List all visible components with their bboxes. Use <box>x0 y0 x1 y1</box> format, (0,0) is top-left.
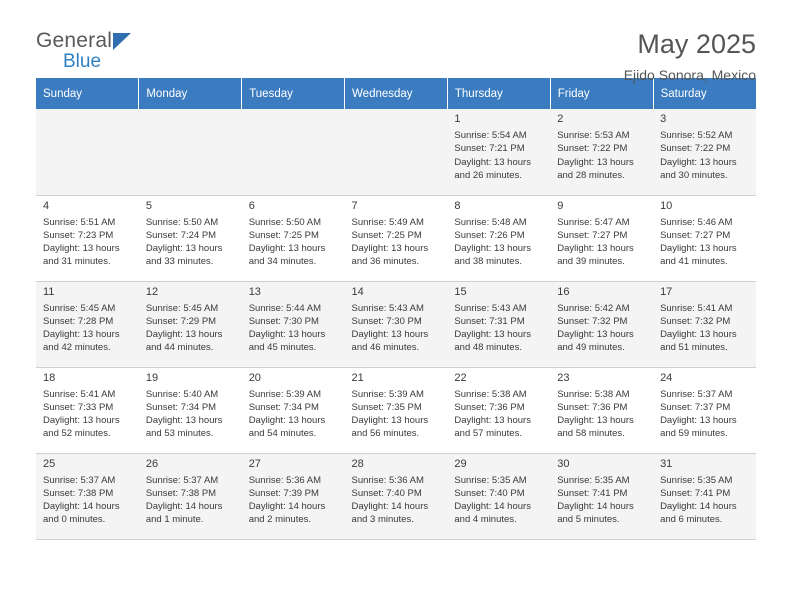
day-info-line: Daylight: 14 hours <box>145 501 223 513</box>
day-info-line: Daylight: 14 hours <box>43 501 120 513</box>
day-info-line: Sunrise: 5:36 AM <box>351 474 424 486</box>
day-number: 6 <box>248 199 255 212</box>
day-number: 10 <box>660 199 673 212</box>
location-subtitle: Ejido Sonora, Mexico <box>623 67 756 84</box>
day-info-line: Sunrise: 5:43 AM <box>351 302 424 314</box>
day-info-line: Sunset: 7:28 PM <box>43 315 114 327</box>
weekday-header-saturday: Saturday <box>653 78 756 109</box>
day-sun-info <box>660 129 750 182</box>
calendar-day-cell <box>36 453 139 539</box>
weekday-header-tuesday: Tuesday <box>242 78 345 109</box>
calendar-day-cell <box>653 195 756 281</box>
day-sun-info <box>352 216 442 269</box>
day-sun-info <box>146 216 236 269</box>
day-number: 16 <box>557 285 570 298</box>
day-info-line: Daylight: 13 hours <box>145 415 223 427</box>
day-info-line: and 30 minutes. <box>660 169 728 181</box>
calendar-day-cell <box>447 367 550 453</box>
day-sun-info <box>146 474 236 527</box>
day-info-line: and 1 minute. <box>145 514 204 526</box>
day-number: 15 <box>454 285 467 298</box>
day-number: 25 <box>43 457 56 470</box>
day-info-line: Sunrise: 5:39 AM <box>351 388 424 400</box>
day-number: 24 <box>660 371 673 384</box>
day-info-line: Daylight: 13 hours <box>454 243 531 255</box>
day-number: 19 <box>145 371 159 384</box>
day-number: 17 <box>660 285 673 298</box>
day-sun-info <box>557 129 647 182</box>
day-number: 5 <box>145 199 152 212</box>
day-info-line: Sunset: 7:32 PM <box>557 315 628 327</box>
day-info-line: and 58 minutes. <box>557 428 625 440</box>
day-sun-info <box>454 302 544 355</box>
day-info-line: and 4 minutes. <box>454 514 517 526</box>
logo-word-general: General <box>36 29 113 52</box>
day-info-line: Daylight: 13 hours <box>454 329 531 341</box>
day-info-line: Sunrise: 5:37 AM <box>660 388 733 400</box>
calendar-day-cell <box>242 281 345 367</box>
day-info-line: Sunset: 7:39 PM <box>248 487 319 499</box>
calendar-day-cell <box>653 109 756 195</box>
day-info-line: Daylight: 13 hours <box>660 415 737 427</box>
day-info-line: Sunset: 7:23 PM <box>43 229 114 241</box>
day-sun-info <box>557 388 647 441</box>
day-info-line: Sunrise: 5:36 AM <box>248 474 322 486</box>
weekday-header-friday: Friday <box>550 78 653 109</box>
calendar-table <box>36 78 756 540</box>
day-info-line: Daylight: 13 hours <box>557 156 634 168</box>
day-number: 3 <box>660 113 667 125</box>
page-title: May 2025 <box>637 29 756 59</box>
day-sun-info <box>660 302 750 355</box>
day-sun-info <box>146 388 236 441</box>
day-info-line: Sunset: 7:41 PM <box>660 487 731 499</box>
day-info-line: Daylight: 13 hours <box>660 329 737 341</box>
day-info-line: Sunrise: 5:40 AM <box>145 388 219 400</box>
calendar-body <box>36 109 756 539</box>
day-info-line: and 54 minutes. <box>248 428 317 440</box>
day-info-line: Sunset: 7:21 PM <box>454 143 525 155</box>
day-info-line: Sunrise: 5:47 AM <box>557 216 630 228</box>
day-info-line: Sunrise: 5:39 AM <box>248 388 322 400</box>
day-info-line: Sunrise: 5:35 AM <box>557 474 630 486</box>
calendar-day-cell <box>139 195 242 281</box>
day-info-line: Sunset: 7:40 PM <box>351 487 422 499</box>
day-info-line: Daylight: 13 hours <box>557 415 634 427</box>
calendar-day-cell-empty <box>139 109 242 195</box>
day-info-line: Sunset: 7:24 PM <box>145 229 217 241</box>
day-info-line: and 39 minutes. <box>557 256 625 268</box>
day-info-line: Sunset: 7:37 PM <box>660 401 731 413</box>
day-info-line: and 59 minutes. <box>660 428 728 440</box>
day-number: 12 <box>145 285 159 298</box>
day-info-line: Sunset: 7:25 PM <box>351 229 422 241</box>
day-info-line: and 53 minutes. <box>145 428 214 440</box>
day-sun-info <box>454 388 544 441</box>
day-number: 11 <box>43 285 55 298</box>
day-info-line: Sunset: 7:35 PM <box>351 401 422 413</box>
calendar-week-row <box>36 367 756 453</box>
day-info-line: Sunset: 7:38 PM <box>43 487 114 499</box>
calendar-day-cell <box>242 453 345 539</box>
day-number: 29 <box>454 457 467 470</box>
day-number: 8 <box>454 199 461 212</box>
day-sun-info <box>249 388 339 441</box>
day-info-line: Daylight: 13 hours <box>660 156 737 168</box>
day-sun-info <box>43 302 133 355</box>
day-number: 26 <box>145 457 159 470</box>
day-number: 30 <box>557 457 570 470</box>
day-sun-info <box>146 302 236 355</box>
day-info-line: and 45 minutes. <box>248 342 317 354</box>
calendar-day-cell <box>550 195 653 281</box>
calendar-day-cell <box>345 367 448 453</box>
page-header <box>36 0 756 84</box>
day-info-line: and 48 minutes. <box>454 342 522 354</box>
day-info-line: Sunset: 7:33 PM <box>43 401 114 413</box>
day-info-line: Daylight: 14 hours <box>248 501 326 513</box>
day-info-line: Daylight: 13 hours <box>248 415 326 427</box>
calendar-day-cell <box>653 281 756 367</box>
day-info-line: Sunrise: 5:38 AM <box>557 388 630 400</box>
day-sun-info <box>352 302 442 355</box>
weekday-header-monday: Monday <box>139 78 242 109</box>
day-info-line: Sunrise: 5:49 AM <box>351 216 424 228</box>
day-info-line: Daylight: 13 hours <box>351 415 429 427</box>
day-info-line: Sunset: 7:26 PM <box>454 229 525 241</box>
day-info-line: and 41 minutes. <box>660 256 728 268</box>
calendar-week-row <box>36 453 756 539</box>
day-info-line: Sunset: 7:34 PM <box>248 401 319 413</box>
day-info-line: and 42 minutes. <box>43 342 111 354</box>
logo-word-blue: Blue <box>63 51 102 72</box>
weekday-header-wednesday: Wednesday <box>345 78 448 109</box>
day-info-line: Daylight: 14 hours <box>660 501 737 513</box>
day-info-line: Daylight: 13 hours <box>557 243 634 255</box>
day-sun-info <box>454 216 544 269</box>
day-info-line: Daylight: 13 hours <box>351 329 429 341</box>
calendar-day-cell <box>447 281 550 367</box>
calendar-week-row <box>36 195 756 281</box>
day-sun-info <box>43 388 133 441</box>
calendar-day-cell <box>242 367 345 453</box>
day-info-line: Sunrise: 5:46 AM <box>660 216 733 228</box>
day-number: 20 <box>248 371 261 384</box>
day-info-line: Sunset: 7:31 PM <box>454 315 525 327</box>
day-sun-info <box>660 216 750 269</box>
day-info-line: Sunset: 7:38 PM <box>145 487 217 499</box>
calendar-day-cell <box>36 367 139 453</box>
calendar-week-row <box>36 281 756 367</box>
day-info-line: Sunset: 7:25 PM <box>248 229 319 241</box>
day-info-line: and 57 minutes. <box>454 428 522 440</box>
day-number: 28 <box>351 457 364 470</box>
calendar-day-cell <box>139 367 242 453</box>
day-number: 9 <box>557 199 564 212</box>
day-info-line: Daylight: 13 hours <box>248 329 326 341</box>
day-number: 18 <box>43 371 56 384</box>
day-info-line: Sunrise: 5:37 AM <box>43 474 116 486</box>
day-info-line: Sunset: 7:41 PM <box>557 487 628 499</box>
calendar-day-cell <box>653 367 756 453</box>
day-info-line: Daylight: 14 hours <box>351 501 429 513</box>
day-sun-info <box>352 474 442 527</box>
day-info-line: and 49 minutes. <box>557 342 625 354</box>
day-info-line: Sunset: 7:22 PM <box>660 143 731 155</box>
day-info-line: Daylight: 14 hours <box>454 501 531 513</box>
day-sun-info <box>249 216 339 269</box>
day-sun-info <box>557 302 647 355</box>
day-info-line: Daylight: 13 hours <box>43 415 120 427</box>
day-info-line: Sunrise: 5:38 AM <box>454 388 527 400</box>
calendar-week-row <box>36 109 756 195</box>
day-info-line: and 28 minutes. <box>557 169 625 181</box>
day-info-line: Sunset: 7:32 PM <box>660 315 731 327</box>
generalblue-logo <box>36 30 131 71</box>
calendar-day-cell <box>139 281 242 367</box>
day-sun-info <box>249 302 339 355</box>
weekday-header-sunday: Sunday <box>36 78 139 109</box>
calendar-day-cell <box>36 195 139 281</box>
calendar-day-cell <box>550 453 653 539</box>
day-info-line: and 38 minutes. <box>454 256 522 268</box>
day-info-line: Daylight: 13 hours <box>248 243 326 255</box>
day-number: 23 <box>557 371 570 384</box>
calendar-day-cell <box>550 109 653 195</box>
day-info-line: Sunrise: 5:54 AM <box>454 130 527 142</box>
day-info-line: Daylight: 13 hours <box>351 243 429 255</box>
day-info-line: Daylight: 13 hours <box>145 243 223 255</box>
title-block <box>624 30 756 83</box>
day-info-line: Daylight: 13 hours <box>454 156 531 168</box>
calendar-day-cell <box>447 195 550 281</box>
day-info-line: and 5 minutes. <box>557 514 620 526</box>
day-info-line: Sunrise: 5:52 AM <box>660 130 733 142</box>
day-info-line: and 0 minutes. <box>43 514 106 526</box>
day-info-line: Sunrise: 5:50 AM <box>248 216 322 228</box>
day-info-line: Sunset: 7:22 PM <box>557 143 628 155</box>
day-info-line: and 34 minutes. <box>248 256 317 268</box>
day-info-line: and 52 minutes. <box>43 428 111 440</box>
day-info-line: Sunset: 7:36 PM <box>557 401 628 413</box>
day-info-line: Sunrise: 5:41 AM <box>660 302 733 314</box>
day-number: 4 <box>43 199 50 212</box>
calendar-day-cell <box>36 281 139 367</box>
calendar-day-cell <box>242 195 345 281</box>
day-info-line: Sunrise: 5:51 AM <box>43 216 116 228</box>
day-info-line: Sunrise: 5:42 AM <box>557 302 630 314</box>
day-sun-info <box>454 129 544 182</box>
calendar-day-cell <box>345 195 448 281</box>
day-info-line: Sunrise: 5:50 AM <box>145 216 219 228</box>
day-info-line: and 51 minutes. <box>660 342 728 354</box>
day-info-line: Daylight: 13 hours <box>43 243 120 255</box>
day-sun-info <box>557 474 647 527</box>
day-number: 2 <box>557 113 564 125</box>
day-info-line: Sunset: 7:27 PM <box>557 229 628 241</box>
day-number: 7 <box>351 199 358 212</box>
day-info-line: and 31 minutes. <box>43 256 111 268</box>
day-info-line: Sunrise: 5:44 AM <box>248 302 322 314</box>
day-info-line: and 6 minutes. <box>660 514 723 526</box>
day-info-line: Sunrise: 5:37 AM <box>145 474 219 486</box>
day-info-line: Sunset: 7:27 PM <box>660 229 731 241</box>
day-info-line: and 26 minutes. <box>454 169 522 181</box>
calendar-day-cell <box>447 453 550 539</box>
day-number: 13 <box>248 285 261 298</box>
day-info-line: Sunset: 7:30 PM <box>351 315 422 327</box>
calendar-day-cell <box>447 109 550 195</box>
day-info-line: Sunrise: 5:45 AM <box>43 302 116 314</box>
day-info-line: Daylight: 13 hours <box>145 329 223 341</box>
calendar-day-cell <box>139 453 242 539</box>
day-number: 1 <box>454 113 461 125</box>
triangle-flag-icon <box>113 33 131 50</box>
day-info-line: Sunset: 7:29 PM <box>145 315 217 327</box>
day-info-line: Sunrise: 5:45 AM <box>145 302 219 314</box>
day-info-line: Sunset: 7:34 PM <box>145 401 217 413</box>
day-info-line: and 2 minutes. <box>248 514 312 526</box>
calendar-day-cell <box>550 367 653 453</box>
calendar-day-cell <box>345 453 448 539</box>
day-sun-info <box>660 474 750 527</box>
day-info-line: Daylight: 14 hours <box>557 501 634 513</box>
day-info-line: and 33 minutes. <box>145 256 214 268</box>
day-info-line: and 56 minutes. <box>351 428 420 440</box>
day-info-line: Daylight: 13 hours <box>660 243 737 255</box>
day-info-line: Sunrise: 5:53 AM <box>557 130 630 142</box>
day-number: 21 <box>351 371 364 384</box>
day-number: 27 <box>248 457 261 470</box>
day-info-line: Sunrise: 5:48 AM <box>454 216 527 228</box>
calendar-day-cell <box>345 281 448 367</box>
day-sun-info <box>454 474 544 527</box>
calendar-day-cell <box>653 453 756 539</box>
day-info-line: Sunset: 7:36 PM <box>454 401 525 413</box>
day-sun-info <box>660 388 750 441</box>
calendar-day-cell-empty <box>242 109 345 195</box>
day-info-line: Sunrise: 5:43 AM <box>454 302 527 314</box>
day-sun-info <box>43 216 133 269</box>
day-info-line: and 46 minutes. <box>351 342 420 354</box>
calendar-day-cell <box>550 281 653 367</box>
day-sun-info <box>557 216 647 269</box>
day-sun-info <box>352 388 442 441</box>
day-info-line: Daylight: 13 hours <box>43 329 120 341</box>
calendar-day-cell-empty <box>345 109 448 195</box>
day-info-line: Sunrise: 5:41 AM <box>43 388 116 400</box>
day-sun-info <box>43 474 133 527</box>
calendar-day-cell-empty <box>36 109 139 195</box>
weekday-header-thursday: Thursday <box>447 78 550 109</box>
day-info-line: Daylight: 13 hours <box>454 415 531 427</box>
day-number: 22 <box>454 371 467 384</box>
day-info-line: and 36 minutes. <box>351 256 420 268</box>
day-info-line: Sunset: 7:40 PM <box>454 487 525 499</box>
day-info-line: and 3 minutes. <box>351 514 414 526</box>
day-info-line: Sunset: 7:30 PM <box>248 315 319 327</box>
day-number: 14 <box>351 285 364 298</box>
day-info-line: Daylight: 13 hours <box>557 329 634 341</box>
day-info-line: Sunrise: 5:35 AM <box>454 474 527 486</box>
day-sun-info <box>249 474 339 527</box>
day-number: 31 <box>660 457 673 470</box>
day-info-line: Sunrise: 5:35 AM <box>660 474 733 486</box>
day-info-line: and 44 minutes. <box>145 342 214 354</box>
